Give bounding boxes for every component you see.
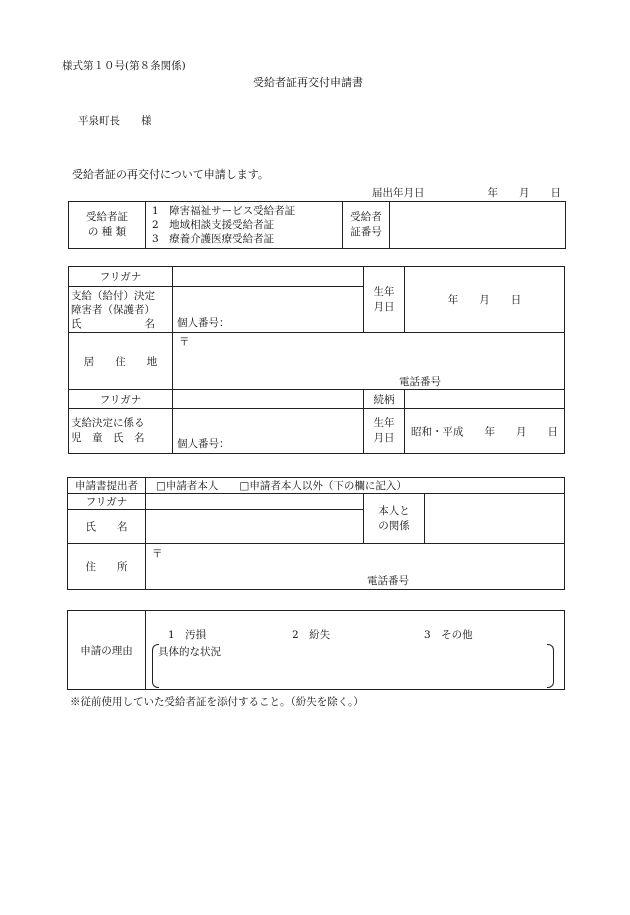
applicant-relation-label-line2: の関係 bbox=[378, 519, 410, 532]
phone-label: 電話番号 bbox=[399, 376, 441, 388]
reason-label: 申請の理由 bbox=[68, 611, 146, 690]
submitter-options[interactable]: □申請者本人 □申請者本人以外（下の欄に記入） bbox=[146, 478, 565, 494]
cert-type-table bbox=[68, 201, 566, 249]
child-furigana-label: フリガナ bbox=[69, 390, 173, 409]
child-name-label bbox=[69, 409, 173, 454]
child-birth-label bbox=[364, 409, 405, 454]
intro-text: 受給者証の再交付について申請します。 bbox=[72, 168, 269, 181]
applicant-name-field[interactable] bbox=[146, 510, 364, 544]
mynumber-label: 個人番号： bbox=[177, 317, 230, 329]
birth-label-line2: 月日 bbox=[373, 300, 395, 313]
cert-number-label bbox=[343, 202, 390, 249]
birth-label bbox=[364, 267, 405, 333]
footnote: ※従前使用していた受給者証を添付すること。（紛失を除く。） bbox=[70, 696, 364, 708]
applicant-relation-label bbox=[364, 494, 425, 544]
child-furigana-field[interactable] bbox=[173, 390, 364, 409]
furigana-field[interactable] bbox=[173, 267, 364, 287]
applicant-furigana-field[interactable] bbox=[146, 494, 364, 510]
submission-date-label: 届出年月日 年 月 日 bbox=[372, 187, 561, 199]
child-birth-label-line2: 月日 bbox=[373, 432, 395, 444]
furigana-label: フリガナ bbox=[69, 267, 173, 287]
applicant-name-label: 氏 名 bbox=[68, 510, 146, 544]
relation-label: 続柄 bbox=[364, 390, 405, 409]
applicant-relation-field[interactable] bbox=[425, 494, 565, 544]
cert-number-label-line2: 証番号 bbox=[350, 226, 382, 238]
detail-label: 具体的な状況 bbox=[158, 646, 221, 658]
reason-option-3[interactable]: 3 その他 bbox=[424, 629, 473, 641]
applicant-address-label: 住 所 bbox=[68, 544, 146, 590]
address-field[interactable] bbox=[173, 333, 565, 390]
applicant-postal-mark: 〒 bbox=[152, 548, 163, 560]
recipient-name-label bbox=[69, 287, 173, 333]
cert-number-label-line1: 受給者 bbox=[350, 211, 382, 223]
decision-label-line1: 支給（給付）決定 bbox=[71, 289, 155, 302]
cert-type-label-line1: 受給者証 bbox=[86, 211, 128, 223]
cert-number-field[interactable] bbox=[390, 202, 566, 249]
detail-bracket-right bbox=[547, 644, 554, 688]
postal-mark: 〒 bbox=[179, 336, 190, 348]
reason-option-2[interactable]: 2 紛失 bbox=[292, 629, 331, 641]
applicant-address-field[interactable] bbox=[146, 544, 565, 590]
form-number: 様式第１０号(第８条関係) bbox=[62, 60, 186, 72]
child-name-field[interactable] bbox=[173, 409, 364, 454]
applicant-table bbox=[67, 477, 565, 590]
birth-date-field[interactable]: 年 月 日 bbox=[405, 267, 565, 333]
cert-type-option-2[interactable]: 2 地域相談支援受給者証 bbox=[152, 219, 275, 231]
addressee: 平泉町長 様 bbox=[78, 115, 152, 127]
birth-label-line1: 生年 bbox=[373, 285, 395, 298]
reason-table bbox=[67, 610, 565, 690]
reason-field[interactable] bbox=[146, 611, 565, 690]
applicant-furigana-label: フリガナ bbox=[68, 494, 146, 510]
decision-label-line3: 氏 名 bbox=[71, 317, 155, 330]
submitter-label: 申請書提出者 bbox=[68, 478, 146, 494]
relation-field[interactable] bbox=[405, 390, 565, 409]
child-label-line1: 支給決定に係る bbox=[71, 417, 145, 429]
reason-option-1[interactable]: 1 汚損 bbox=[168, 629, 207, 641]
cert-type-label-line2: の 種 類 bbox=[87, 226, 127, 238]
child-label-line2: 児 童 氏 名 bbox=[71, 432, 145, 444]
child-birth-date-field[interactable]: 昭和・平成 年 月 日 bbox=[405, 409, 565, 454]
cert-type-label bbox=[69, 202, 146, 249]
child-mynumber-label: 個人番号： bbox=[177, 438, 230, 450]
cert-type-options[interactable] bbox=[146, 202, 343, 249]
recipient-table bbox=[68, 266, 565, 454]
child-birth-label-line1: 生年 bbox=[373, 417, 395, 429]
decision-label-line2: 障害者（保護者） bbox=[71, 303, 155, 316]
address-label: 居 住 地 bbox=[69, 333, 173, 390]
recipient-name-field[interactable] bbox=[173, 287, 364, 333]
page-title: 受給者証再交付申請書 bbox=[253, 76, 363, 89]
applicant-phone-label: 電話番号 bbox=[367, 575, 409, 587]
applicant-relation-label-line1: 本人と bbox=[378, 504, 410, 517]
cert-type-option-1[interactable]: 1 障害福祉サービス受給者証 bbox=[152, 205, 296, 217]
cert-type-option-3[interactable]: 3 療養介護医療受給者証 bbox=[152, 233, 275, 245]
